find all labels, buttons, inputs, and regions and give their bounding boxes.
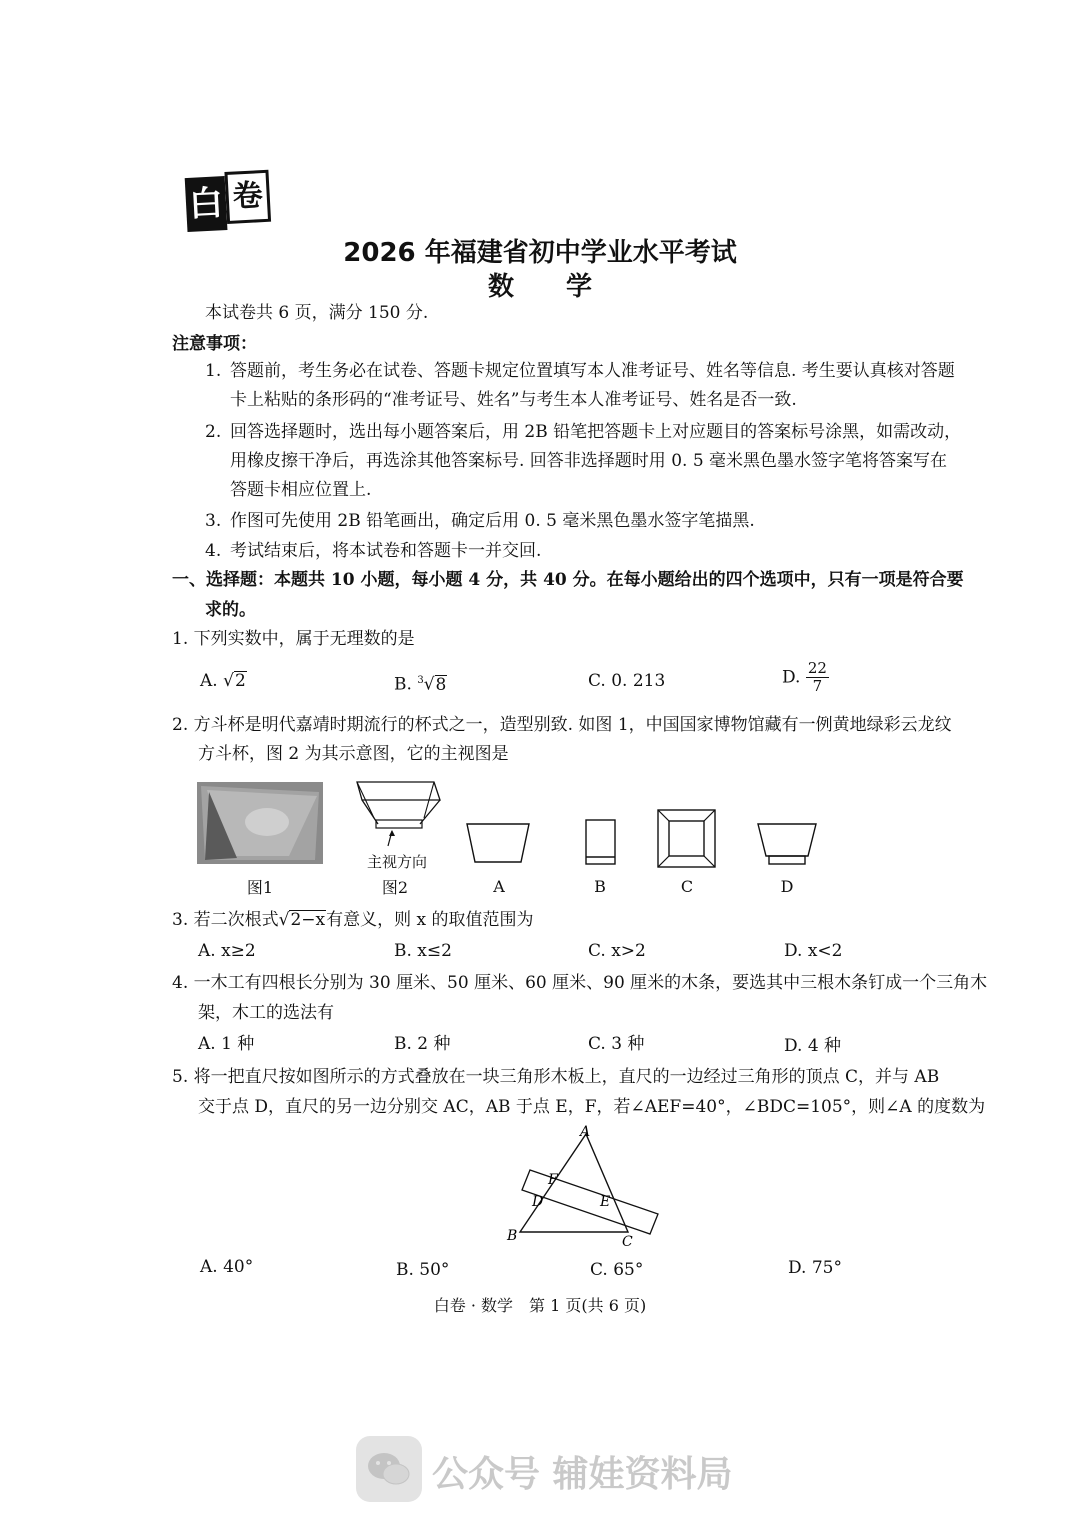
q1-option-a: [200, 670, 247, 692]
q4-option-c: C. 3 种: [588, 1034, 645, 1054]
exam-title: 2026 年福建省初中学业水平考试: [343, 238, 737, 268]
q2-option-a-view: [465, 822, 533, 866]
q1-a-radicand: 2: [234, 671, 246, 691]
q4-option-a: A. 1 种: [198, 1034, 255, 1054]
q1-b-label: B.: [394, 674, 412, 695]
q1-b-radicand: 8: [435, 674, 447, 695]
q1-a-label: A.: [200, 671, 218, 691]
fig2-schematic: [352, 776, 442, 850]
q2-option-d-label: D: [780, 877, 794, 896]
watermark-text: 公众号 辅娃资料局: [432, 1454, 733, 1495]
sqrt-symbol: √: [278, 910, 290, 930]
q5-line2: 交于点 D，直尺的另一边分别交 AC，AB 于点 E，F，若∠AEF=40°，∠BDC=105°，则∠A 的度数为: [198, 1097, 986, 1117]
q3-option-c: C. x>2: [588, 941, 646, 961]
paper-badge: [184, 170, 267, 234]
page-footer: 白卷 · 数学 第 1 页(共 6 页): [433, 1296, 647, 1315]
q3-option-a: A. x≥2: [198, 941, 256, 961]
subject-title: 数 学: [487, 272, 592, 302]
notice-item-line: 考试结束后，将本试卷和答题卡一并交回.: [230, 541, 542, 561]
q2-option-b-view: [584, 818, 618, 868]
q2-option-d-view: [756, 822, 820, 870]
q5-triangle-ruler-figure: [500, 1122, 670, 1250]
view-direction-label: 主视方向: [366, 853, 427, 871]
q3-stem-post: 有意义，则 x 的取值范围为: [326, 910, 534, 930]
section-heading-cont: 求的。: [205, 600, 256, 620]
q2-option-c-label: C: [680, 877, 694, 896]
q1-d-fraction: [806, 660, 829, 695]
sqrt-symbol: √: [223, 671, 234, 691]
notice-heading: 注意事项：: [172, 334, 257, 354]
q5-label-d: D: [532, 1194, 544, 1210]
q5-option-b: B. 50°: [396, 1260, 450, 1280]
notice-item-line: 答题卡相应位置上.: [230, 480, 372, 500]
sqrt-symbol: √: [423, 674, 435, 695]
notice-item-line: 回答选择题时，选出每小题答案后，用 2B 铅笔把答题卡上对应题目的答案标号涂黑，如需改动，: [230, 422, 962, 442]
q1-stem: 1. 下列实数中，属于无理数的是: [172, 629, 415, 649]
q5-option-d: D. 75°: [788, 1258, 842, 1278]
q2-line1: 2. 方斗杯是明代嘉靖时期流行的杯式之一，造型别致. 如图 1，中国国家博物馆藏有一例黄地绿彩云龙纹: [172, 715, 952, 735]
notice-item-num: 3.: [205, 511, 222, 531]
q3-option-b: B. x≤2: [394, 941, 452, 961]
q3-option-d: D. x<2: [784, 941, 843, 961]
notice-item-num: 4.: [205, 541, 222, 561]
q5-label-f: F: [548, 1172, 558, 1188]
q3-radicand: 2−x: [290, 910, 326, 930]
q1-option-c: C. 0. 213: [588, 671, 666, 691]
q1-d-denominator: 7: [812, 677, 823, 695]
q1-d-label: D.: [782, 667, 801, 688]
q4-line1: 4. 一木工有四根长分别为 30 厘米、50 厘米、60 厘米、90 厘米的木条，要选其中三根木条钉成一个三角木: [172, 973, 988, 993]
q5-label-b: B: [507, 1228, 518, 1244]
q5-label-e: E: [600, 1194, 611, 1210]
q4-option-d: D. 4 种: [784, 1036, 842, 1056]
notice-item-line: 用橡皮擦干净后，再选涂其他答案标号. 回答非选择题时用 0. 5 毫米黑色墨水签字笔将答案写在: [230, 451, 948, 471]
q3-stem: [172, 909, 534, 931]
q2-option-b-label: B: [594, 877, 606, 896]
q1-option-d: [782, 660, 829, 695]
q4-line2: 架，木工的选法有: [198, 1003, 334, 1023]
q2-option-a-label: A: [493, 877, 505, 896]
q3-stem-pre: 3. 若二次根式: [172, 910, 279, 930]
intro-text: 本试卷共 6 页，满分 150 分.: [205, 303, 429, 323]
q1-option-b: [394, 670, 447, 696]
fig2-caption: 图2: [381, 878, 409, 897]
notice-item-line: 作图可先使用 2B 铅笔画出，确定后用 0. 5 毫米黑色墨水签字笔描黑.: [230, 511, 755, 531]
fig1-photo: [197, 782, 323, 864]
section-heading: 一、选择题：本题共 10 小题，每小题 4 分，共 40 分。在每小题给出的四个选项中，只有一项是符合要: [172, 570, 964, 590]
q1-d-numerator: 22: [807, 659, 827, 677]
notice-item-line: 卡上粘贴的条形码的“准考证号、姓名”与考生本人准考证号、姓名是否一致.: [230, 390, 797, 410]
badge-right-char: 卷: [224, 170, 271, 224]
notice-item-num: 2.: [205, 422, 222, 442]
q4-option-b: B. 2 种: [394, 1034, 451, 1054]
q2-option-c-view: [656, 808, 718, 870]
q5-label-c: C: [622, 1234, 633, 1250]
notice-item-line: 答题前，考生务必在试卷、答题卡规定位置填写本人准考证号、姓名等信息. 考生要认真核对答题: [230, 361, 955, 381]
notice-item-num: 1.: [205, 361, 222, 381]
fig1-caption: 图1: [246, 878, 274, 897]
q2-line2: 方斗杯，图 2 为其示意图，它的主视图是: [198, 744, 509, 764]
wechat-icon: [356, 1436, 422, 1502]
q5-option-c: C. 65°: [590, 1260, 644, 1280]
q5-line1: 5. 将一把直尺按如图所示的方式叠放在一块三角形木板上，直尺的一边经过三角形的顶点 C，并与 AB: [172, 1067, 940, 1087]
wechat-bubbles: [356, 1436, 422, 1502]
q5-option-a: A. 40°: [200, 1257, 254, 1277]
q1-b-index: 3: [417, 675, 424, 686]
q5-label-a: A: [580, 1124, 591, 1140]
badge-left-char: 白: [185, 176, 228, 232]
